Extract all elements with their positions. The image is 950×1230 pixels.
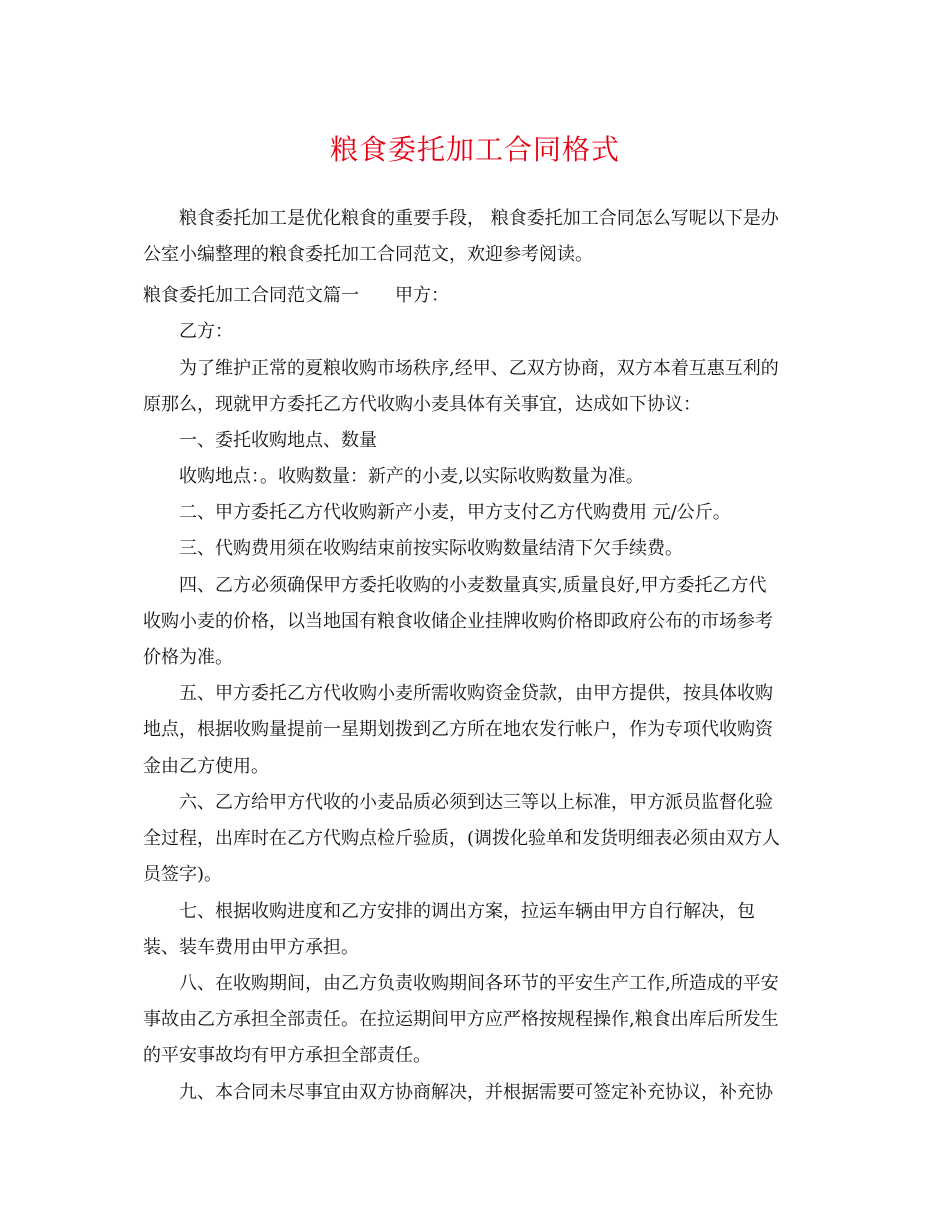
paragraph-line: 员签字)。 — [143, 864, 223, 885]
paragraph-line: 收购小麦的价格，以当地国有粮食收储企业挂牌收购价格即政府公布的市场参考 — [143, 611, 773, 632]
section-heading: 粮食委托加工合同范文篇一 甲方： — [143, 285, 449, 306]
paragraph-line: 价格为准。 — [143, 647, 233, 668]
paragraph-line: 金由乙方使用。 — [143, 756, 269, 777]
paragraph-line: 全过程，出库时在乙方代购点检斤验质，(调拨化验单和发货明细表必须由双方人 — [143, 828, 781, 849]
paragraph-line: 事故由乙方承担全部责任。在拉运期间甲方应严格按规程操作,粮食出库后所发生 — [143, 1009, 779, 1030]
paragraph-line: 七、根据收购进度和乙方安排的调出方案，拉运车辆由甲方自行解决，包 — [179, 901, 755, 922]
paragraph-line: 的平安事故均有甲方承担全部责任。 — [143, 1045, 431, 1066]
paragraph-line: 五、甲方委托乙方代收购小麦所需收购资金贷款，由甲方提供，按具体收购 — [179, 683, 773, 704]
paragraph-line: 八、在收购期间，由乙方负责收购期间各环节的平安生产工作,所造成的平安 — [179, 973, 779, 994]
paragraph-line: 三、代购费用须在收购结束前按实际收购数量结清下欠手续费。 — [179, 538, 683, 559]
paragraph-line: 装、装车费用由甲方承担。 — [143, 937, 359, 958]
paragraph-line: 一、委托收购地点、数量 — [179, 430, 377, 451]
paragraph-line: 乙方： — [179, 321, 233, 342]
paragraph-line: 收购地点：。收购数量：新产的小麦,以实际收购数量为准。 — [179, 466, 644, 487]
paragraph-line: 原那么，现就甲方委托乙方代收购小麦具体有关事宜，达成如下协议： — [143, 394, 701, 415]
document-title: 粮食委托加工合同格式 — [329, 133, 620, 166]
paragraph-line: 粮食委托加工是优化粮食的重要手段， 粮食委托加工合同怎么写呢以下是办 — [179, 208, 779, 229]
paragraph-line: 为了维护正常的夏粮收购市场秩序,经甲、乙双方协商，双方本着互惠互利的 — [179, 358, 779, 379]
paragraph-line: 二、甲方委托乙方代收购新产小麦，甲方支付乙方代购费用 元/公斤。 — [179, 502, 731, 523]
paragraph-line: 四、乙方必须确保甲方委托收购的小麦数量真实,质量良好,甲方委托乙方代 — [179, 575, 767, 596]
paragraph-line: 九、本合同未尽事宜由双方协商解决，并根据需要可签定补充协议，补充协 — [179, 1082, 773, 1103]
paragraph-line: 公室小编整理的粮食委托加工合同范文，欢迎参考阅读。 — [143, 244, 593, 265]
paragraph-line: 地点，根据收购量提前一星期划拨到乙方所在地农发行帐户，作为专项代收购资 — [143, 719, 773, 740]
paragraph-line: 六、乙方给甲方代收的小麦品质必须到达三等以上标准，甲方派员监督化验 — [179, 792, 773, 813]
